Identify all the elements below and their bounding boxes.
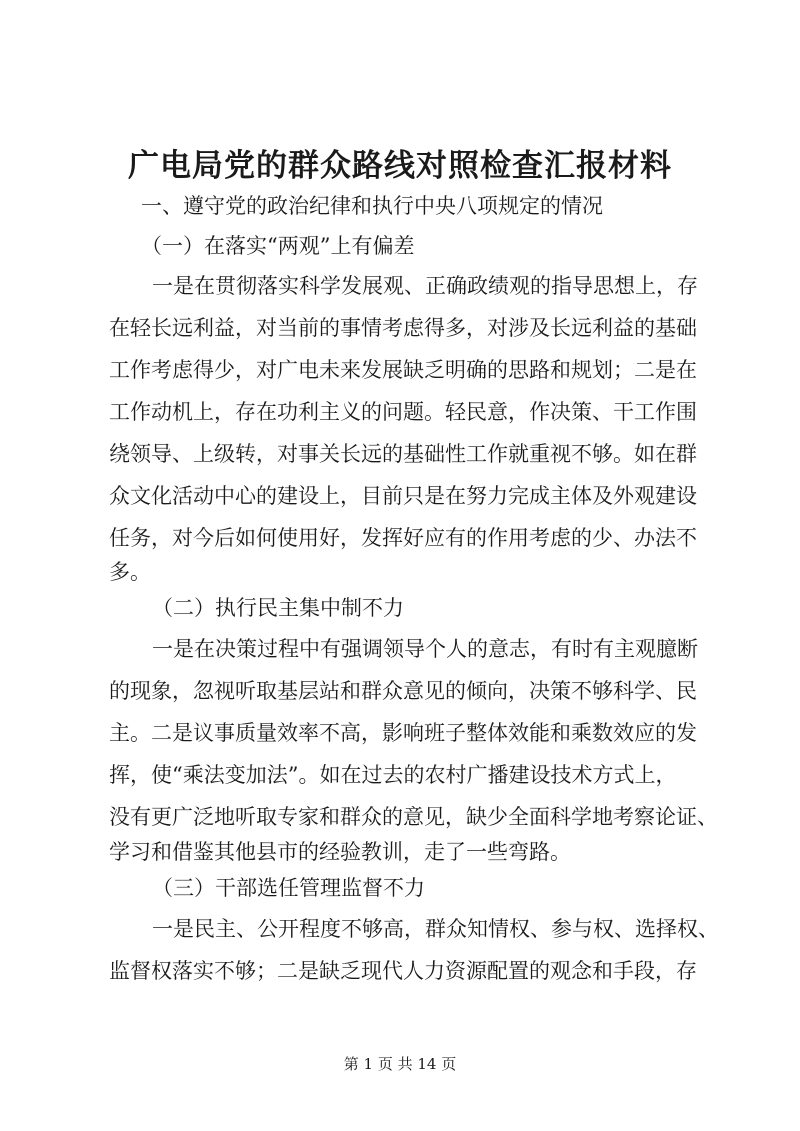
paragraph-line: 众文化活动中心的建设上，目前只是在努力完成主体及外观建设 (109, 484, 697, 508)
paragraph-line: 的现象，忽视听取基层站和群众意见的倾向，决策不够科学、民 (109, 679, 697, 703)
subsection-heading-1: （一）在落实“两观”上有偏差 (141, 234, 415, 258)
subsection-heading-2: （二）执行民主集中制不力 (152, 596, 404, 620)
paragraph-line: 一是民主、公开程度不够高，群众知情权、参与权、选择权、 (152, 917, 719, 941)
document-title: 广电局党的群众路线对照检查汇报材料 (128, 148, 672, 184)
paragraph-line: 绕领导、上级转，对事关长远的基础性工作就重视不够。如在群 (109, 442, 697, 466)
paragraph-line: 没有更广泛地听取专家和群众的意见，缺少全面科学地考察论证、 (109, 805, 718, 829)
paragraph-line: 在轻长远利益，对当前的事情考虑得多，对涉及长远利益的基础 (109, 316, 697, 340)
paragraph-line: 主。二是议事质量效率不高，影响班子整体效能和乘数效应的发 (109, 721, 697, 745)
paragraph-line: 一是在贯彻落实科学发展观、正确政绩观的指导思想上，存 (152, 274, 698, 298)
page-number-footer: 第 1 页 共 14 页 (343, 1055, 457, 1073)
section-heading-1: 一、遵守党的政治纪律和执行中央八项规定的情况 (141, 194, 603, 218)
paragraph-line: 多。 (109, 560, 151, 584)
paragraph-line: 工作考虑得少，对广电未来发展缺乏明确的思路和规划；二是在 (109, 358, 697, 382)
paragraph-line: 一是在决策过程中有强调领导个人的意志，有时有主观臆断 (152, 637, 698, 661)
paragraph-line: 工作动机上，存在功利主义的问题。轻民意，作决策、干工作围 (109, 400, 697, 424)
paragraph-line: 任务，对今后如何使用好，发挥好应有的作用考虑的少、办法不 (109, 526, 697, 550)
paragraph-line: 学习和借鉴其他县市的经验教训，走了一些弯路。 (109, 840, 571, 864)
paragraph-line: 监督权落实不够；二是缺乏现代人力资源配置的观念和手段，存 (109, 959, 697, 983)
subsection-heading-3: （三）干部选任管理监督不力 (152, 876, 425, 900)
paragraph-line: 挥，使“乘法变加法”。如在过去的农村广播建设技术方式上， (109, 763, 677, 787)
